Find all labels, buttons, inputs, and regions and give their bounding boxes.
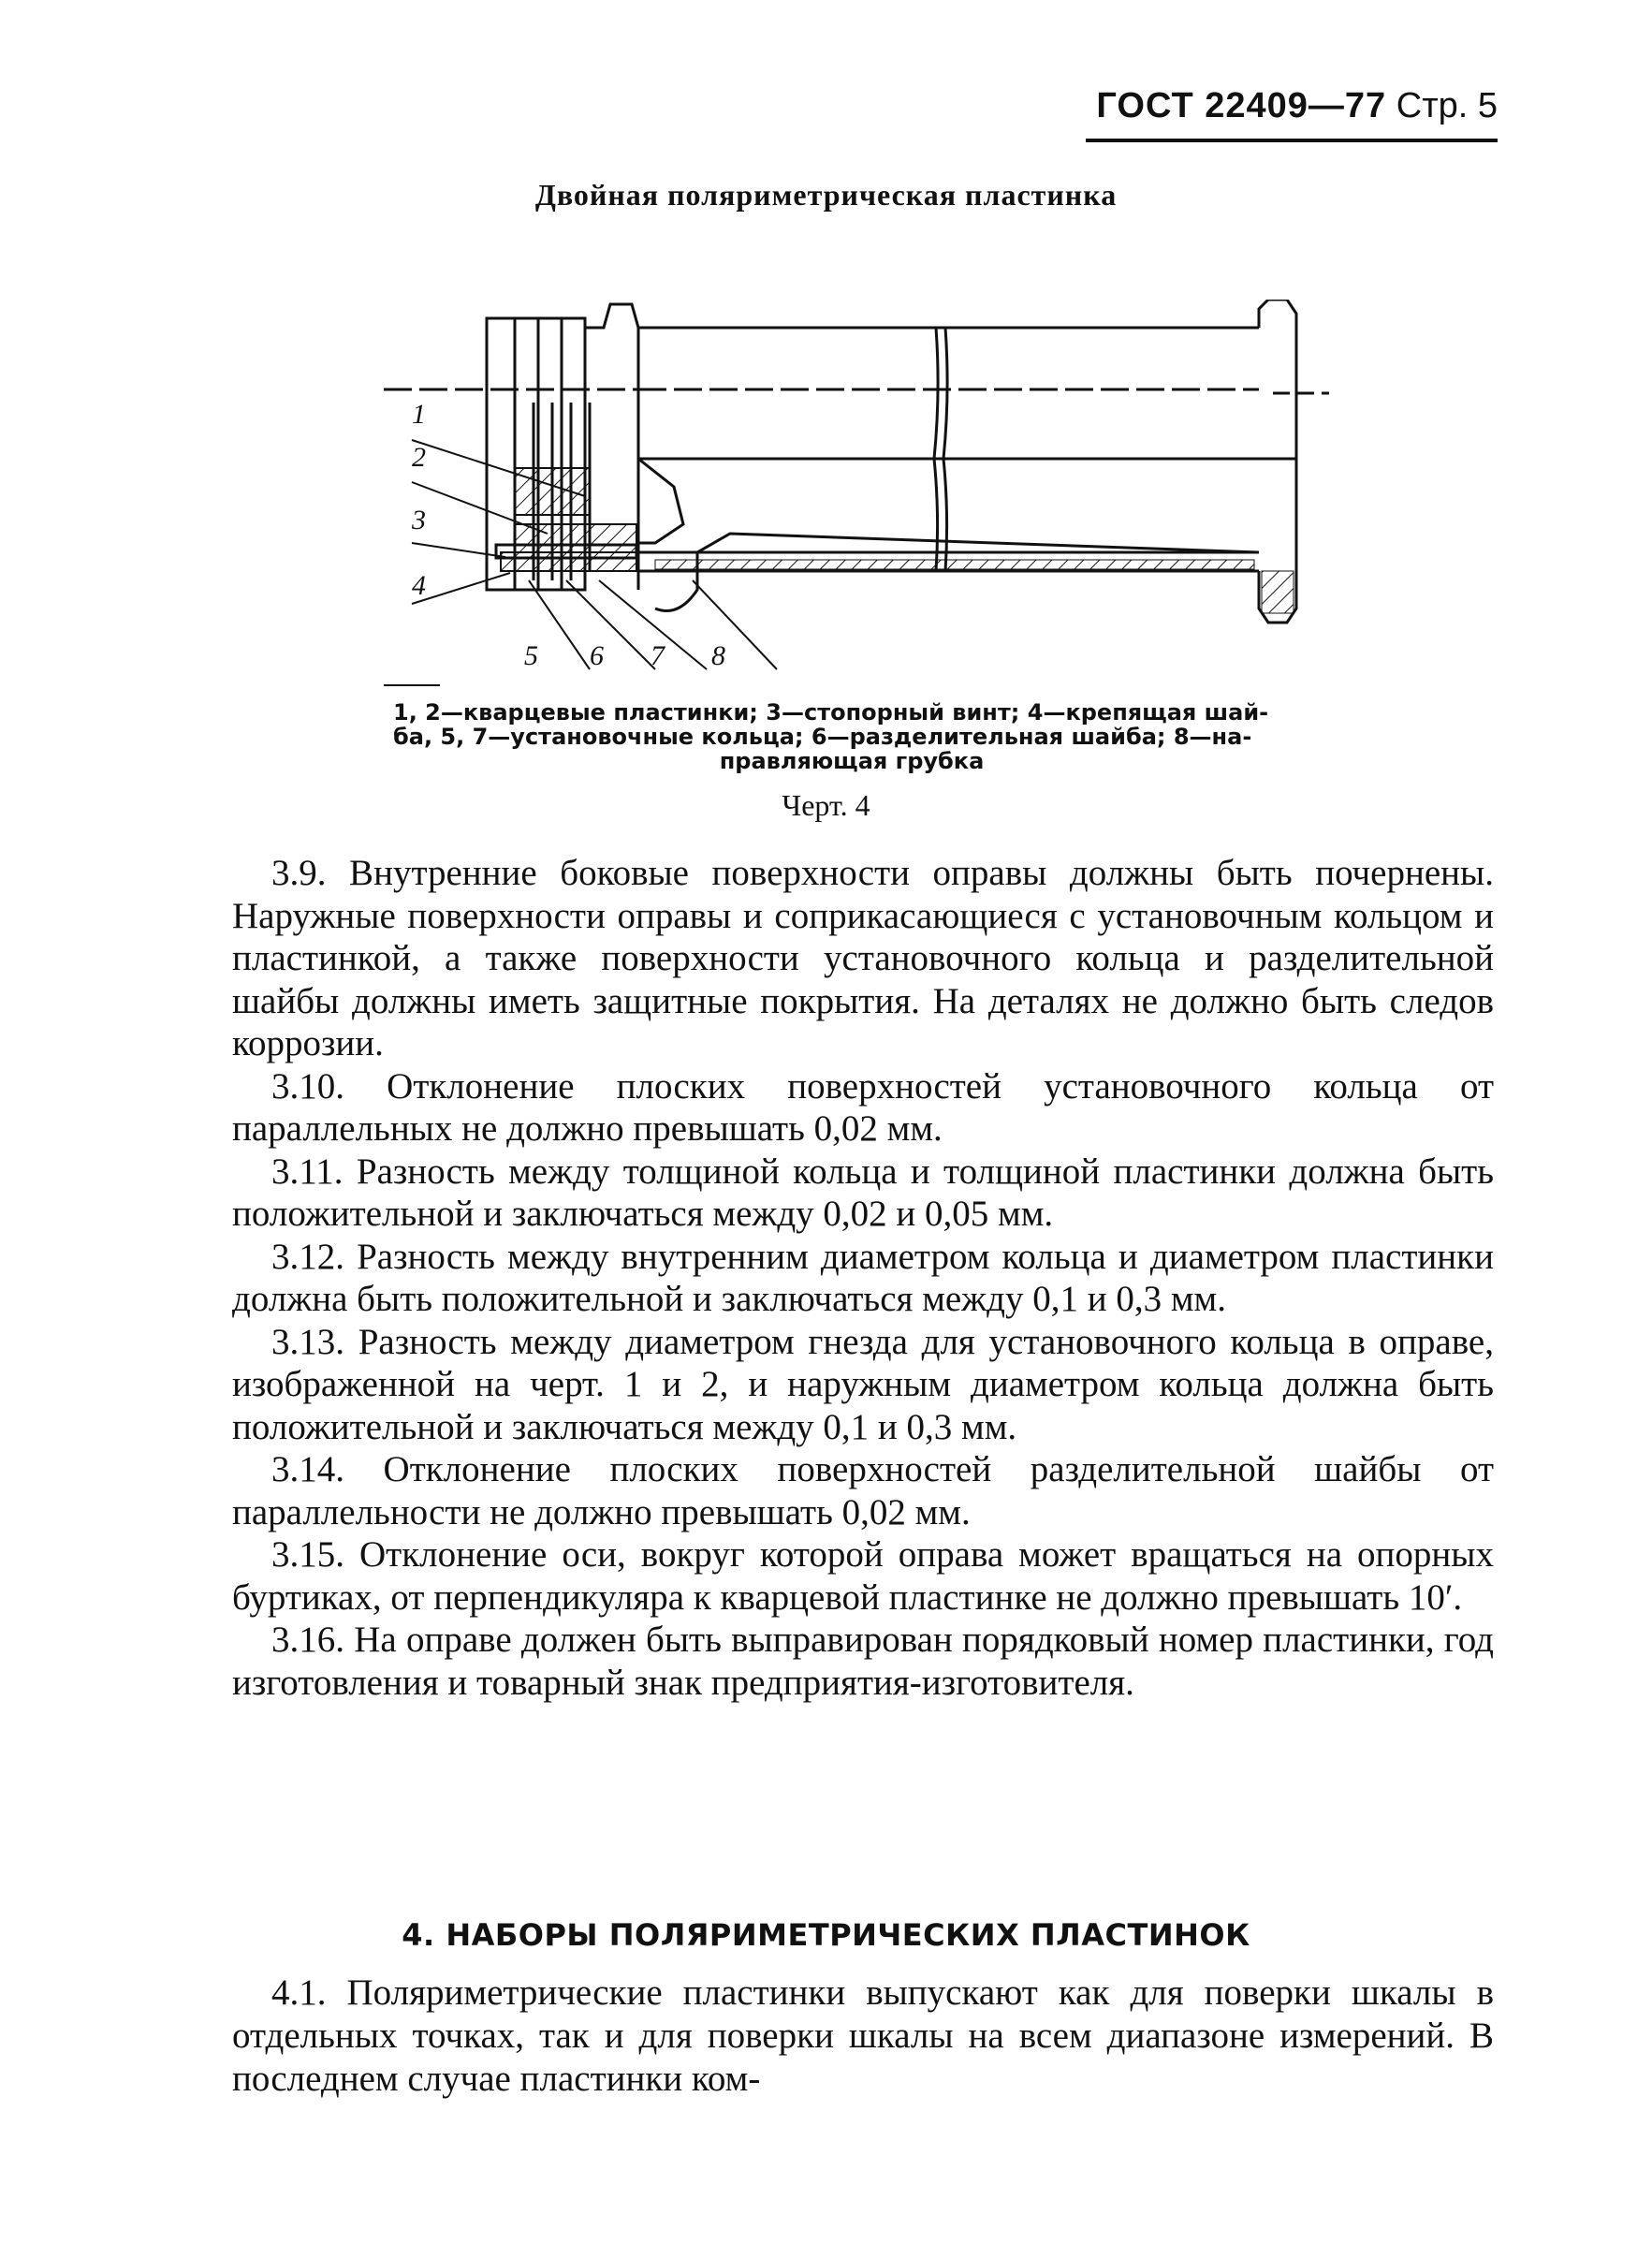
technical-drawing — [374, 300, 1357, 693]
legend-line: ба, 5, 7—установочные кольца; 6—разделительная шайба; 8—на- — [393, 724, 1252, 750]
body-section-3 — [232, 852, 1494, 1704]
paragraph-3-14: 3.14. Отклонение плоских поверхностей разделительной шайбы от параллельности не должно превышать 0,02 мм. — [232, 1449, 1494, 1532]
paragraph-3-15: 3.15. Отклонение оси, вокруг которой оправа может вращаться на опорных буртиках, от перпендикуляра к кварцевой пластинке не должно превышать 10′. — [232, 1534, 1494, 1618]
figure-title: Двойная поляриметрическая пластинка — [534, 178, 1118, 212]
paragraph-3-11: 3.11. Разность между толщиной кольца и толщиной пластинки должна быть положительной и заключаться между 0,02 и 0,05 мм. — [232, 1151, 1494, 1234]
figure-caption: Черт. 4 — [782, 788, 870, 822]
callout-1: 1 — [412, 399, 426, 430]
gost-reference — [1096, 86, 1498, 126]
paragraph-3-9: 3.9. Внутренние боковые поверхности оправы должны быть почернены. Наружные поверхности оправы и соприкасающиеся с установочным кольцом и пластинкой, а также поверхности установочного кольца и разделительной шайбы должны иметь защитные покрытия. На деталях не должно быть следов коррозии. — [232, 853, 1494, 1063]
tube-wall-section — [655, 560, 1254, 569]
legend-line: 1, 2—кварцевые пластинки; 3—стопорный винт; 4—крепящая шай- — [393, 699, 1269, 726]
page-header — [1086, 86, 1498, 148]
callout-5: 5 — [524, 640, 538, 671]
paragraph-3-13: 3.13. Разность между диаметром гнезда для установочного кольца в оправе, изображенной на черт. 1 и 2, и наружным диаметром кольца должна быть положительной и заключаться между 0,1 и 0,3 мм. — [232, 1321, 1494, 1447]
paragraph-3-10: 3.10. Отклонение плоских поверхностей установочного кольца от параллельных не должно превышать 0,02 мм. — [232, 1065, 1494, 1149]
paragraph-3-12: 3.12. Разность между внутренним диаметром кольца и диаметром пластинки должна быть положительной и заключаться между 0,1 и 0,3 мм. — [232, 1236, 1494, 1319]
callout-2: 2 — [412, 442, 426, 473]
gost-number: ГОСТ 22409—77 — [1096, 86, 1387, 125]
section-4-title: 4. НАБОРЫ ПОЛЯРИМЕТРИЧЕСКИХ ПЛАСТИНОК — [402, 1917, 1250, 1953]
drawing-outline — [384, 300, 1329, 623]
legend-line: правляющая грубка — [719, 748, 985, 774]
callout-6: 6 — [590, 640, 604, 671]
plate-assembly — [496, 403, 636, 580]
flange-section — [1262, 571, 1294, 613]
figure-legend — [393, 700, 1310, 773]
page-number: Стр. 5 — [1396, 86, 1498, 125]
callout-7: 7 — [651, 640, 665, 671]
callout-8: 8 — [711, 640, 725, 671]
paragraph-4-1: 4.1. Поляриметрические пластинки выпускают как для поверки шкалы в отдельных точках, так и для поверки шкалы на всем диапазоне измерений. В последнем случае пластинки ком- — [232, 1972, 1494, 2099]
paragraph-3-16: 3.16. На оправе должен быть выправирован порядковый номер пластинки, год изготовления и товарный знак предприятия-изготовителя. — [232, 1620, 1494, 1703]
header-rule — [1086, 139, 1498, 142]
callout-4: 4 — [412, 570, 426, 601]
body-section-4 — [232, 1972, 1494, 2101]
callout-3: 3 — [412, 505, 426, 535]
